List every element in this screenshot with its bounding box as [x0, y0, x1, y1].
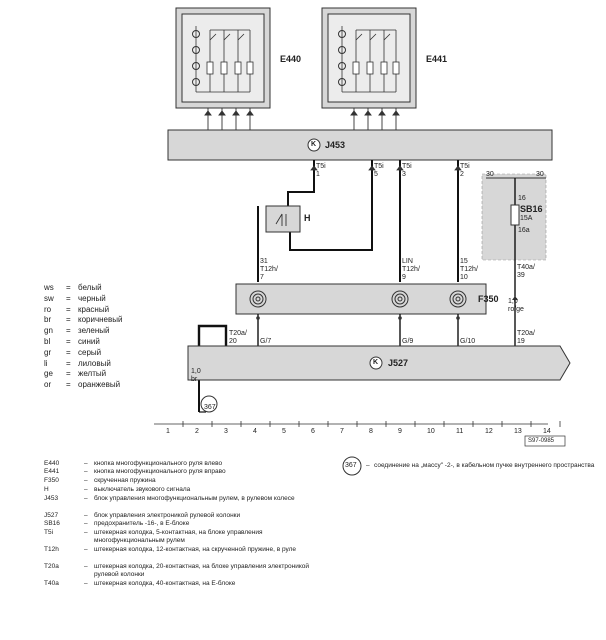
legend-code: ro: [44, 304, 52, 314]
description-row: [44, 495, 334, 511]
t12h-9-conn: T12h/: [402, 266, 420, 273]
legend-code: sw: [44, 293, 54, 303]
legend-name: белый: [78, 283, 102, 292]
description-row: [44, 512, 334, 520]
t20a-19-pin: 19: [517, 338, 525, 345]
scale-number: 2: [195, 428, 199, 435]
legend-code: bl: [44, 337, 51, 346]
description-code: T40a: [44, 580, 59, 587]
description-row: [44, 546, 334, 562]
description-code: T20a: [44, 563, 59, 570]
description-row: [44, 460, 334, 468]
f350-clockspring: [236, 284, 486, 314]
ground-note-text: соединение на „массу" -2-, в кабельном пучке внутреннего пространства: [374, 462, 595, 469]
description-text: штекерная колодка, 20-контактная, на блоке управления электроникой рулевой колонки: [94, 563, 310, 578]
legend-code: ws: [44, 283, 54, 292]
legend-eq: =: [66, 337, 71, 346]
description-dash: –: [84, 563, 88, 570]
legend-code: ge: [44, 369, 53, 379]
legend-eq: =: [66, 326, 71, 336]
description-text: выключатель звукового сигнала: [94, 486, 191, 493]
t12h-7-conn: T12h/: [260, 266, 278, 273]
scale-number: 14: [543, 428, 551, 435]
legend-eq: =: [66, 315, 71, 325]
scale-number: 1: [166, 428, 170, 435]
j527-label: J527: [388, 358, 409, 368]
legend-row: [44, 283, 102, 293]
g10-label: G/10: [460, 338, 476, 345]
description-code: J527: [44, 512, 59, 519]
description-dash: –: [84, 520, 88, 527]
description-dash: –: [84, 495, 88, 502]
t12h-10-conn: T12h/: [460, 266, 478, 273]
e-box-connections: [205, 108, 399, 130]
description-text: штекерная колодка, 40-контактная, на Е-блоке: [94, 580, 236, 587]
sb16-pin-top: 16: [518, 195, 526, 202]
legend-row: [44, 348, 101, 358]
legend-eq: =: [66, 358, 71, 368]
legend-name: синий: [78, 337, 100, 346]
e440-label: E440: [280, 54, 302, 64]
legend-row: [44, 337, 100, 347]
t12h-9-pin: 9: [402, 274, 406, 281]
e441-switch-box: [322, 8, 416, 108]
description-code: T5i: [44, 529, 54, 536]
t5i-5-pin: 5: [374, 171, 378, 178]
description-code: T12h: [44, 546, 59, 553]
j453-k: K: [311, 141, 317, 148]
description-code: F350: [44, 477, 59, 484]
description-dash: –: [84, 546, 88, 553]
description-code: H: [44, 486, 49, 493]
j527-k: K: [373, 359, 379, 366]
sb16-amp: 15A: [520, 215, 533, 222]
description-dash: –: [84, 529, 88, 536]
legend-row: [44, 315, 122, 325]
description-dash: –: [84, 486, 88, 493]
legend-name: красный: [78, 304, 110, 314]
t5i-3-conn: T5i: [402, 163, 412, 170]
description-code: E440: [44, 460, 60, 467]
ground-note-code: 367: [345, 462, 357, 469]
description-row: [44, 468, 334, 476]
legend-name: зеленый: [78, 326, 110, 336]
scale-number: 4: [253, 428, 257, 435]
g9-label: G/9: [402, 338, 414, 345]
scale-number: 13: [514, 428, 522, 435]
legend-name: лиловый: [78, 358, 111, 368]
position-scale: [154, 421, 560, 427]
legend-code: gr: [44, 347, 52, 357]
scale-number: 10: [427, 428, 435, 435]
j453-label: J453: [325, 140, 346, 150]
j453-module: [168, 130, 552, 160]
scale-number: 11: [456, 428, 464, 435]
description-text: кнопка многофункционального руля вправо: [94, 468, 226, 475]
legend-row: [44, 380, 120, 390]
t5i-1-conn: T5i: [316, 163, 326, 170]
legend-code: li: [44, 358, 48, 368]
legend-eq: =: [66, 380, 71, 390]
description-code: E441: [44, 468, 60, 475]
description-row: [44, 477, 334, 485]
scale-number: 9: [398, 428, 402, 435]
legend-name: серый: [78, 347, 102, 357]
description-dash: –: [84, 580, 88, 587]
t40a-39-conn: T40a/: [517, 264, 535, 271]
scale-number: 3: [224, 428, 228, 435]
legend-row: [44, 359, 111, 369]
f350-label: F350: [478, 294, 499, 304]
t5i-3-pin: 3: [402, 171, 406, 178]
wire-10-br-gauge: 1,0: [191, 368, 201, 375]
wire-10-ro-color: ro/ge: [508, 306, 524, 313]
ground-note-dash: –: [366, 462, 370, 469]
ref-code: S97-0985: [528, 438, 555, 444]
description-dash: –: [84, 512, 88, 519]
legend-eq: =: [66, 369, 71, 379]
description-code: J453: [44, 495, 59, 502]
wire-10-br-color: br: [191, 376, 198, 383]
t12h-9-wire: LIN: [402, 258, 413, 265]
description-row: [44, 580, 334, 588]
description-row: [44, 529, 334, 545]
scale-number: 8: [369, 428, 373, 435]
description-text: скрученная пружина: [94, 477, 156, 484]
description-text: блок управления многофункциональным рулем, в рулевом колесе: [94, 495, 295, 502]
bus-30-right: 30: [536, 171, 544, 178]
description-row: [44, 563, 334, 579]
legend-row: [44, 294, 106, 304]
legend-code: gn: [44, 326, 53, 336]
t20a-19-conn: T20a/: [517, 330, 535, 337]
horn-switch: [258, 206, 300, 232]
h-label: H: [304, 213, 311, 223]
t12h-10-pin: 10: [460, 274, 468, 281]
legend-eq: =: [66, 283, 71, 292]
legend-name: черный: [78, 293, 106, 303]
wire-10-ro-gauge: 1,0: [508, 298, 518, 305]
t40a-39-pin: 39: [517, 272, 525, 279]
legend-row: [44, 305, 109, 315]
legend-row: [44, 369, 106, 379]
t20a-20-conn: T20a/: [229, 330, 247, 337]
description-row: [44, 486, 334, 494]
legend-row: [44, 326, 110, 336]
legend-code: or: [44, 380, 52, 390]
legend-eq: =: [66, 347, 71, 357]
sb16-pin-bot: 16a: [518, 227, 530, 234]
t5i-1-pin: 1: [316, 171, 320, 178]
description-dash: –: [84, 460, 88, 467]
g7-label: G/7: [260, 338, 272, 345]
t5i-2-conn: T5i: [460, 163, 470, 170]
legend-name: коричневый: [78, 315, 123, 325]
description-dash: –: [84, 477, 88, 484]
ground-367-label: 367: [204, 404, 216, 411]
legend-name: желтый: [78, 369, 107, 379]
description-text: штекерная колодка, 5-контактная, на блоке управления многофункциональным рулем: [94, 529, 263, 544]
description-code: SB16: [44, 520, 60, 527]
scale-number: 12: [485, 428, 493, 435]
scale-number: 5: [282, 428, 286, 435]
scale-number: 6: [311, 428, 315, 435]
scale-number: 7: [340, 428, 344, 435]
t5i-2-pin: 2: [460, 171, 464, 178]
t12h-7-wire: 31: [260, 258, 268, 265]
description-row: [44, 520, 334, 528]
legend-code: br: [44, 315, 52, 325]
sb16-label: SB16: [520, 204, 543, 214]
legend-eq: =: [66, 293, 71, 303]
description-text: блок управления электроникой рулевой колонки: [94, 512, 241, 519]
t5i-5-conn: T5i: [374, 163, 384, 170]
t12h-7-pin: 7: [260, 274, 264, 281]
description-text: штекерная колодка, 12-контактная, на скрученной пружине, в руле: [94, 546, 297, 553]
bus-30-left: 30: [486, 171, 494, 178]
t12h-10-wire: 15: [460, 258, 468, 265]
e440-switch-box: [176, 8, 270, 108]
e441-label: E441: [426, 54, 448, 64]
legend-name: оранжевый: [78, 380, 121, 390]
fuse-sb16: [482, 174, 546, 300]
description-text: предохранитель -16-, в Е-блоке: [94, 520, 190, 527]
description-text: кнопка многофункционального руля влево: [94, 460, 223, 467]
t20a-20-pin: 20: [229, 338, 237, 345]
description-dash: –: [84, 468, 88, 475]
legend-eq: =: [66, 304, 71, 314]
